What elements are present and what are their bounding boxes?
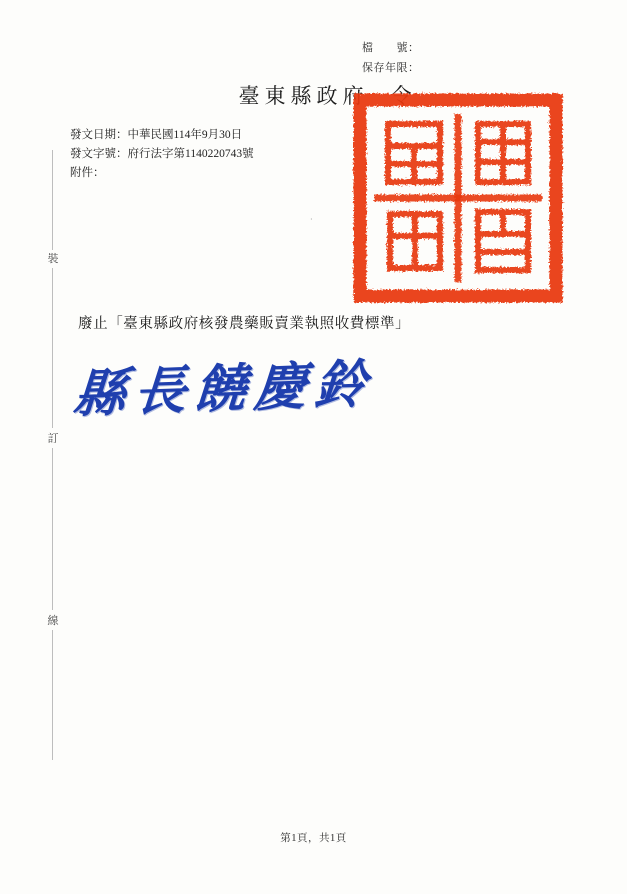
archive-file-number-label: 檔 號： — [362, 42, 420, 54]
binding-line-segment — [52, 150, 53, 250]
binding-mark-xian: 線 — [46, 612, 60, 628]
metadata-row — [70, 126, 254, 145]
document-type: 令 — [390, 84, 417, 108]
binding-mark-zhuang: 裝 — [46, 250, 60, 266]
binding-line-segment — [52, 448, 53, 610]
metadata-row — [70, 145, 254, 164]
official-seal-icon — [344, 84, 572, 312]
archive-retention-label: 保存年限： — [362, 62, 420, 74]
signatory-name: 饒慶鈴 — [191, 353, 377, 421]
document-metadata — [70, 126, 254, 183]
issuing-organization: 臺東縣政府 — [238, 84, 369, 108]
signature-block — [71, 342, 377, 427]
binding-line-segment — [52, 630, 53, 760]
document-subject: 廢止「臺東縣政府核發農藥販賣業執照收費標準」 — [78, 316, 411, 332]
issue-date-label: 發文日期： — [70, 129, 128, 141]
page-footer: 第1頁，共1頁 — [280, 833, 347, 844]
metadata-row — [70, 164, 254, 183]
issue-date-value: 中華民國114年9月30日 — [127, 129, 243, 141]
paper-speck: · — [310, 215, 313, 224]
document-number-label: 發文字號： — [70, 148, 128, 160]
signatory-title: 縣長 — [71, 359, 197, 425]
binding-line-segment — [52, 268, 53, 428]
document-number-value: 府行法字第1140220743號 — [127, 148, 254, 160]
attachment-label: 附件： — [70, 167, 105, 179]
archive-file-number-row — [362, 38, 420, 58]
archive-retention-row — [362, 58, 420, 78]
archive-header — [362, 38, 420, 78]
binding-mark-ding: 訂 — [46, 430, 60, 446]
